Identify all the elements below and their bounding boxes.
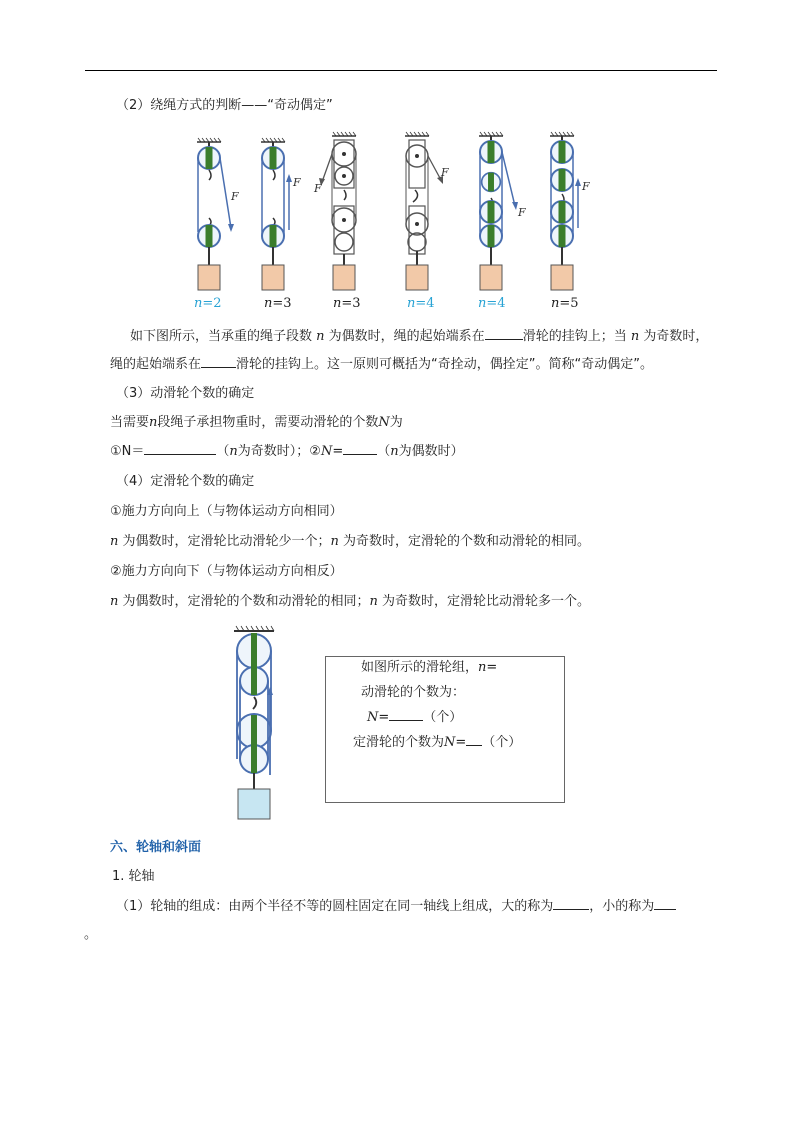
pulley-fig-6	[550, 132, 590, 290]
svg-text:F: F	[293, 176, 301, 189]
section6-heading: 六、轮轴和斜面	[110, 840, 202, 855]
svg-text:F: F	[314, 182, 322, 195]
section4-down-title: ②施力方向向下（与物体运动方向相反）	[110, 564, 343, 579]
section6-p1-end: 。	[84, 927, 98, 942]
box-line4: 定滑轮的个数为N= （个）	[353, 731, 521, 750]
section6-sub1: 1. 轮轴	[112, 869, 155, 884]
figure-labels	[194, 296, 579, 311]
svg-text:F: F	[582, 180, 590, 193]
section2-para-line1: 如下图所示，当承重的绳子段数 n 为偶数时，绳的起始端系在 滑轮的挂钩上；当 n 为奇数时，	[130, 326, 708, 347]
section3-question: 当需要n段绳子承担物重时，需要动滑轮的个数N为	[110, 415, 403, 430]
fig-label-2: n=3	[264, 296, 292, 311]
section2-title: （2）绕绳方式的判断——“奇动偶定”	[116, 98, 333, 113]
pulley-fig-2	[261, 138, 301, 290]
pulley-fig-1	[197, 138, 239, 290]
section2-para-line2: 绳的起始端系在 滑轮的挂钩上。这一原则可概括为“奇拴动，偶拴定”。简称“奇动偶定”。	[110, 354, 653, 375]
question-box	[325, 656, 565, 803]
fig-label-3: n=3	[333, 296, 361, 311]
section4-up-title: ①施力方向向上（与物体运动方向相同）	[110, 504, 343, 519]
svg-text:F: F	[441, 166, 449, 179]
box-line3: N= （个）	[367, 706, 462, 725]
section3-title: （3）动滑轮个数的确定	[116, 386, 255, 401]
section6-p1: （1）轮轴的组成：由两个半径不等的圆柱固定在同一轴线上组成，大的称为 ，小的称为	[116, 896, 676, 917]
svg-text:F: F	[231, 190, 239, 203]
box-line2: 动滑轮的个数为：	[361, 685, 466, 700]
pulley-fig-4	[405, 132, 449, 290]
svg-text:F: F	[518, 206, 526, 219]
fig-label-1: n=2	[194, 296, 222, 311]
fig-label-4: n=4	[407, 296, 435, 311]
fig-label-6: n=5	[551, 296, 579, 311]
section4-down-text: n 为偶数时，定滑轮的个数和动滑轮的相同；n 为奇数时，定滑轮比动滑轮多一个。	[110, 594, 591, 609]
pulley-fig-3	[313, 132, 356, 290]
pulley-system-large	[222, 625, 302, 825]
box-line1: 如图所示的滑轮组，n=	[361, 660, 498, 675]
section4-up-text: n 为偶数时，定滑轮比动滑轮少一个；n 为奇数时，定滑轮的个数和动滑轮的相同。	[110, 534, 591, 549]
section3-formula: ①N＝ （n为奇数时）；②N= （n为偶数时）	[110, 441, 464, 462]
pulley-fig-5	[479, 132, 526, 290]
header-rule	[85, 70, 717, 71]
section4-title: （4）定滑轮个数的确定	[116, 474, 255, 489]
fig-label-5: n=4	[478, 296, 506, 311]
